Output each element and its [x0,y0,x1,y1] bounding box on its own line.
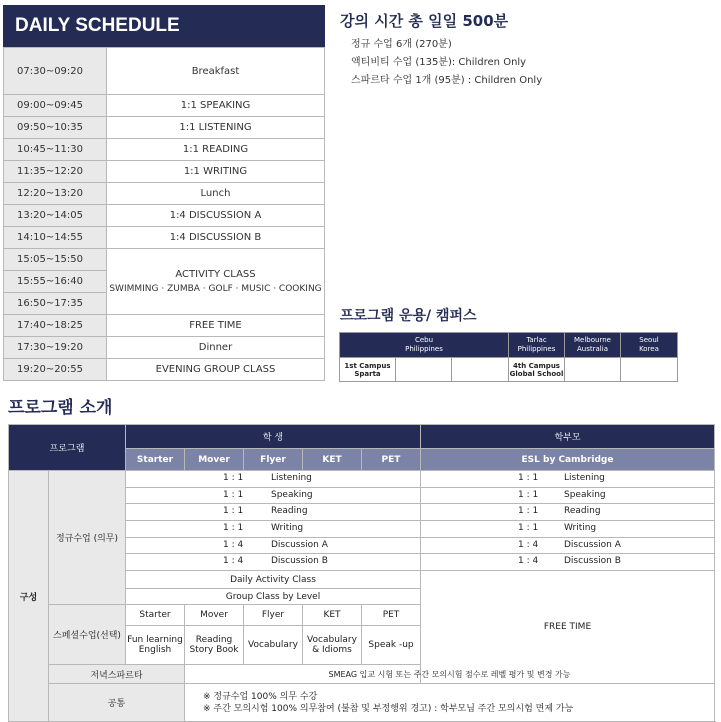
schedule-row [4,249,325,271]
special-label: 스페셜수업(선택) [49,605,126,665]
level-flyer: Flyer [244,449,303,471]
schedule-activity: 1:1 READING [107,139,325,161]
level-starter: Starter [126,449,185,471]
regular-lessons [126,471,421,571]
group-class: Group Class by Level [126,589,421,605]
activity-class-cell [107,249,325,315]
activity-class-title: ACTIVITY CLASS [175,269,256,280]
common-note: ※ 주간 모의시험 100% 의무참여 (불참 및 부정행위 경고) : 학부모님 주간 모의시험 면제 가능 [203,703,574,714]
level-mover: Mover [185,449,244,471]
schedule-row [4,117,325,139]
special-class: Fun learning English [126,626,185,665]
lecture-title: 강의 시간 총 일일 500분 [340,12,509,30]
campus-cell-global: 4th Campus Global School [509,358,565,382]
schedule-time: 12:20~13:20 [4,183,107,205]
schedule-time: 09:50~10:35 [4,117,107,139]
lesson-line: 1 : 4 Discussion A [126,538,420,555]
student-header: 학 생 [126,425,421,449]
campus-table-wrap [339,332,677,382]
parent-lesson-line: 1 : 1 Listening [421,471,714,488]
parent-lesson-line: 1 : 4 Discussion A [421,538,714,555]
schedule-time: 17:30~19:20 [4,337,107,359]
lesson-line: 1 : 1 Reading [126,504,420,521]
program-table [8,424,715,722]
special-level: KET [303,605,362,626]
schedule-time: 15:55~16:40 [4,271,107,293]
level-pet: PET [362,449,421,471]
schedule-time: 17:40~18:25 [4,315,107,337]
schedule-activity: Breakfast [107,48,325,95]
schedule-activity: 1:1 WRITING [107,161,325,183]
composition-label: 구성 [9,471,49,722]
parent-lesson-line: 1 : 1 Reading [421,504,714,521]
campus-header-cebu: Cebu Philippines [340,333,509,358]
common-note: ※ 정규수업 100% 의무 수강 [203,691,318,702]
evening-text: SMEAG 입교 시험 또는 주간 모의시험 점수로 레벨 평가 및 변경 가능 [185,665,715,684]
lesson-line: 1 : 1 Writing [126,521,420,538]
campus-cell-empty [452,358,509,382]
schedule-time: 09:00~09:45 [4,95,107,117]
schedule-activity: 1:1 SPEAKING [107,95,325,117]
schedule-time: 11:35~12:20 [4,161,107,183]
schedule-activity: 1:4 DISCUSSION B [107,227,325,249]
common-label: 공통 [49,684,185,722]
lecture-line: 정규 수업 6개 (270분) [351,39,452,50]
lecture-info [340,10,542,86]
regular-label: 정규수업 (의무) [49,471,126,605]
schedule-row [4,227,325,249]
program-table-wrap [8,424,714,722]
lesson-line: 1 : 4 Discussion B [223,556,328,567]
special-class: Speak -up [362,626,421,665]
daily-activity: Daily Activity Class [126,571,421,589]
schedule-row [4,315,325,337]
schedule-row [4,205,325,227]
campus-header-tarlac: Tarlac Philippines [509,333,565,358]
campus-title: 프로그램 운용/ 캠퍼스 [340,308,477,324]
schedule-time: 16:50~17:35 [4,293,107,315]
parent-free-time: FREE TIME [421,571,715,684]
daily-schedule [3,5,325,381]
schedule-time: 14:10~14:55 [4,227,107,249]
common-notes [185,684,715,722]
schedule-row [4,337,325,359]
schedule-table [3,47,325,381]
evening-label: 저녁스파르타 [49,665,185,684]
lecture-line: 액티비티 수업 (135분): Children Only [351,57,527,68]
schedule-row [4,139,325,161]
schedule-row [4,183,325,205]
schedule-activity: Lunch [107,183,325,205]
schedule-row [4,48,325,95]
level-ket: KET [303,449,362,471]
schedule-activity: 1:1 LISTENING [107,117,325,139]
schedule-time: 10:45~11:30 [4,139,107,161]
schedule-activity: EVENING GROUP CLASS [107,359,325,381]
parent-lessons [421,471,715,571]
program-title: 프로그램 소개 [8,398,113,418]
special-level: PET [362,605,421,626]
special-class: Reading Story Book [185,626,244,665]
campus-header-melbourne: Melbourne Australia [565,333,621,358]
campus-cell-sparta: 1st Campus Sparta [340,358,396,382]
special-class: Vocabulary & Idioms [303,626,362,665]
parent-header: 학부모 [421,425,715,449]
campus-cell-empty [396,358,452,382]
special-level: Starter [126,605,185,626]
campus-table [339,332,678,382]
program-header: 프로그램 [9,425,126,471]
parent-lesson-line: 1 : 1 Writing [421,521,714,538]
campus-cell-empty [565,358,621,382]
schedule-activity: FREE TIME [107,315,325,337]
lecture-line: 스파르타 수업 1개 (95분) : Children Only [351,75,543,86]
schedule-row [4,161,325,183]
lesson-line: 1 : 1 Speaking [126,488,420,505]
schedule-time: 15:05~15:50 [4,249,107,271]
activity-class-items: SWIMMING · ZUMBA · GOLF · MUSIC · COOKING [109,284,322,294]
schedule-time: 13:20~14:05 [4,205,107,227]
special-class: Vocabulary [244,626,303,665]
campus-cell-empty [621,358,678,382]
special-level: Flyer [244,605,303,626]
schedule-row [4,95,325,117]
campus-header-seoul: Seoul Korea [621,333,678,358]
schedule-time: 19:20~20:55 [4,359,107,381]
parent-course: ESL by Cambridge [421,449,715,471]
schedule-time: 07:30~09:20 [4,48,107,95]
lesson-line: 1 : 1 Listening [126,471,420,488]
schedule-activity: Dinner [107,337,325,359]
parent-lesson-line: 1 : 1 Speaking [421,488,714,505]
schedule-row [4,359,325,381]
special-level: Mover [185,605,244,626]
schedule-title: DAILY SCHEDULE [3,5,325,47]
schedule-activity: 1:4 DISCUSSION A [107,205,325,227]
parent-lesson-line: 1 : 4 Discussion B [518,556,621,567]
